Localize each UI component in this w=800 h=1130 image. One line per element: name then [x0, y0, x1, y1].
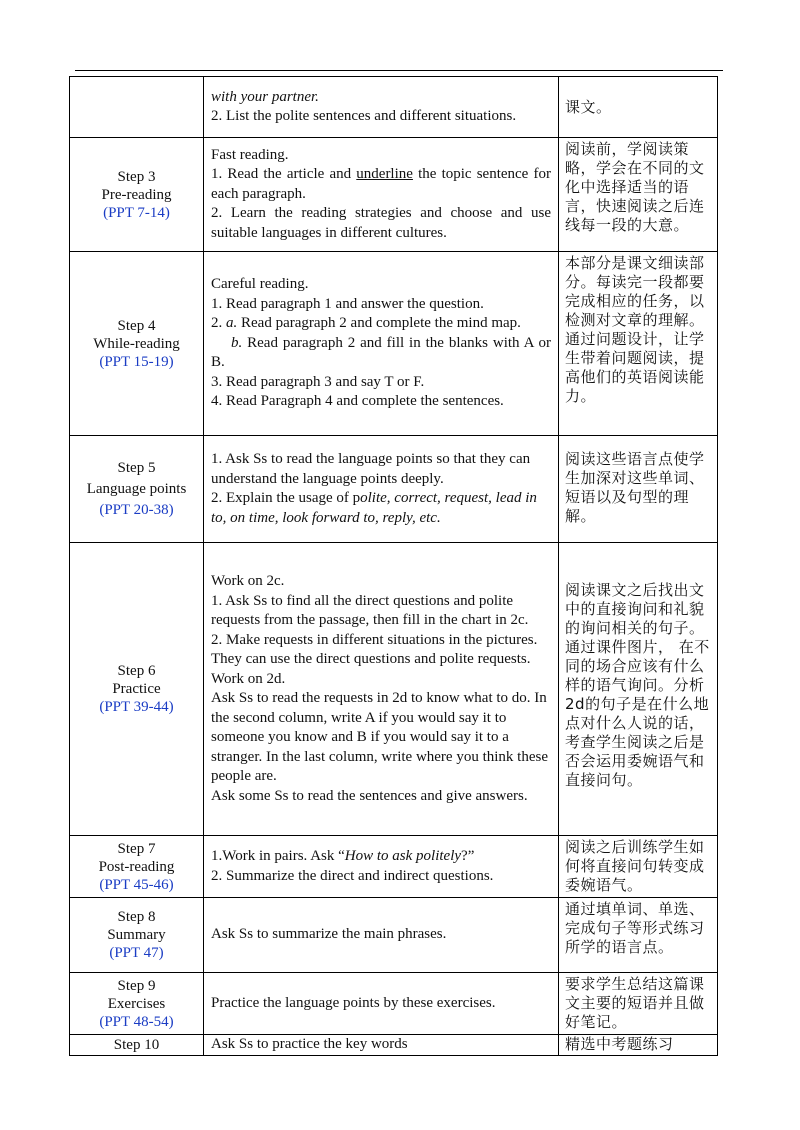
- step-number: Step 3: [117, 168, 156, 185]
- activity-text: 2. Summarize the direct and indirect questions.: [211, 867, 494, 884]
- purpose-cell: [559, 973, 718, 1035]
- step-number: Step 9: [117, 977, 156, 994]
- step-cell: [70, 898, 204, 973]
- purpose-cell: [559, 898, 718, 973]
- activity-text: 2. Learn the reading strategies and choose and use suitable languages in different cultures.: [211, 205, 551, 241]
- table-row: [70, 973, 718, 1035]
- activity-text: b. Read paragraph 2 and fill in the blanks with A or B.: [211, 334, 551, 371]
- step-phase: Language points: [86, 481, 187, 497]
- activity-text: Work on 2c.: [211, 573, 285, 589]
- activity-text: Work on 2d.: [211, 670, 286, 687]
- purpose-text: 阅读之后训练学生如何将直接问句转变成委婉语气。: [565, 838, 705, 894]
- activity-text: 1.Work in pairs. Ask “How to ask politely?”: [211, 848, 475, 864]
- step-cell: [70, 252, 204, 436]
- step-number: Step 6: [117, 663, 156, 679]
- activity-cell: [204, 436, 559, 543]
- purpose-cell: [559, 436, 718, 543]
- activity-text: Careful reading.: [211, 276, 309, 293]
- table-row: [70, 77, 718, 138]
- activity-text: with your partner.: [211, 88, 319, 105]
- activity-cell: [204, 898, 559, 973]
- table-row: [70, 1035, 718, 1056]
- table-row: [70, 898, 718, 973]
- activity-text: Ask Ss to summarize the main phrases.: [211, 926, 447, 943]
- purpose-text: 课文。: [565, 97, 612, 116]
- ppt-range: (PPT 45-46): [99, 876, 174, 893]
- purpose-text: 阅读课文之后找出文中的直接询问和礼貌的询问相关的句子。通过课件图片， 在不同的场合应该有什么样的语气询问。分析2d的句子是在什么地点对什么人说的话，考查学生阅读之后是否会运用委婉语气和直接问句。: [565, 581, 710, 789]
- step-cell: [70, 77, 204, 138]
- activity-text: 1. Read the article and underline the topic sentence for each paragraph.: [211, 166, 551, 202]
- step-phase: While-reading: [93, 335, 180, 352]
- purpose-text: 要求学生总结这篇课文主要的短语并且做好笔记。: [565, 975, 705, 1031]
- step-number: Step 8: [117, 909, 156, 925]
- purpose-cell: [559, 77, 718, 138]
- activity-text: Practice the language points by these exercises.: [211, 994, 496, 1011]
- activity-cell: [204, 1035, 559, 1056]
- purpose-cell: [559, 138, 718, 252]
- table-row: [70, 138, 718, 252]
- activity-text: Fast reading.: [211, 146, 289, 163]
- activity-text: 1. Read paragraph 1 and answer the question.: [211, 295, 484, 312]
- activity-text: 3. Read paragraph 3 and say T or F.: [211, 373, 425, 390]
- ppt-range: (PPT 7-14): [103, 204, 170, 221]
- header-rule: [75, 70, 723, 71]
- activity-cell: [204, 836, 559, 898]
- purpose-text: 精选中考题练习: [565, 1035, 674, 1053]
- purpose-text: 阅读前，学阅读策略，学会在不同的文化中选择适当的语言，快速阅读之后连线每一段的大意。: [565, 140, 705, 234]
- table-row: [70, 543, 718, 836]
- activity-text: 2. Explain the usage of polite, correct, request, lead in to, on time, look forward to, reply, etc.: [211, 490, 537, 526]
- activity-text: 2. Make requests in different situations in the pictures. They can use the direct questions and polite requests.: [211, 631, 538, 667]
- activity-text: 2. List the polite sentences and different situations.: [211, 108, 517, 124]
- step-cell: [70, 543, 204, 836]
- step-cell: [70, 973, 204, 1035]
- purpose-text: 阅读这些语言点使学生加深对这些单词、短语以及句型的理解。: [565, 450, 705, 525]
- activity-cell: [204, 543, 559, 836]
- activity-text: Ask Ss to practice the key words: [211, 1036, 408, 1052]
- purpose-text: 通过填单词、单选、完成句子等形式练习所学的语言点。: [565, 900, 705, 956]
- activity-text: 2. a. Read paragraph 2 and complete the mind map.: [211, 315, 521, 332]
- step-phase: Practice: [112, 681, 161, 697]
- step-phase: Post-reading: [98, 858, 175, 875]
- activity-cell: [204, 138, 559, 252]
- step-phase: Exercises: [107, 995, 166, 1012]
- activity-text: 4. Read Paragraph 4 and complete the sentences.: [211, 393, 504, 410]
- ppt-range: (PPT 15-19): [99, 353, 174, 370]
- activity-cell: [204, 77, 559, 138]
- step-phase: Summary: [107, 927, 166, 943]
- step-cell: [70, 836, 204, 898]
- table-row: [70, 836, 718, 898]
- activity-text: 1. Ask Ss to find all the direct questions and polite requests from the passage, then fill in the chart in 2c.: [211, 592, 529, 628]
- step-cell: [70, 138, 204, 252]
- purpose-cell: [559, 252, 718, 436]
- table-row: [70, 252, 718, 436]
- step-number: Step 7: [117, 840, 156, 857]
- purpose-text: 本部分是课文细读部分。每读完一段都要完成相应的任务，以检测对文章的理解。通过问题设计，让学生带着问题阅读，提高他们的英语阅读能力。: [565, 254, 705, 405]
- purpose-cell: [559, 836, 718, 898]
- activity-cell: [204, 252, 559, 436]
- ppt-range: (PPT 47): [109, 945, 164, 961]
- activity-text: Ask some Ss to read the sentences and give answers.: [211, 787, 528, 804]
- activity-cell: [204, 973, 559, 1035]
- purpose-cell: [559, 543, 718, 836]
- step-number: Step 10: [113, 1036, 160, 1053]
- step-phase: Pre-reading: [101, 186, 172, 203]
- activity-text: 1. Ask Ss to read the language points so that they can understand the language points deeply.: [211, 451, 531, 487]
- activity-text: Ask Ss to read the requests in 2d to know what to do. In the second column, write A if you would say it to someone you know and B if you would say it to a stranger. In the last column, write where you think these people are.: [211, 690, 548, 784]
- ppt-range: (PPT 48-54): [99, 1013, 174, 1030]
- step-number: Step 4: [117, 317, 156, 334]
- step-number: Step 5: [117, 460, 156, 476]
- step-cell: [70, 1035, 204, 1056]
- step-cell: [70, 436, 204, 543]
- lesson-plan-table: [69, 76, 718, 1056]
- ppt-range: (PPT 39-44): [99, 699, 174, 715]
- table-row: [70, 436, 718, 543]
- ppt-range: (PPT 20-38): [99, 502, 174, 518]
- purpose-cell: [559, 1035, 718, 1056]
